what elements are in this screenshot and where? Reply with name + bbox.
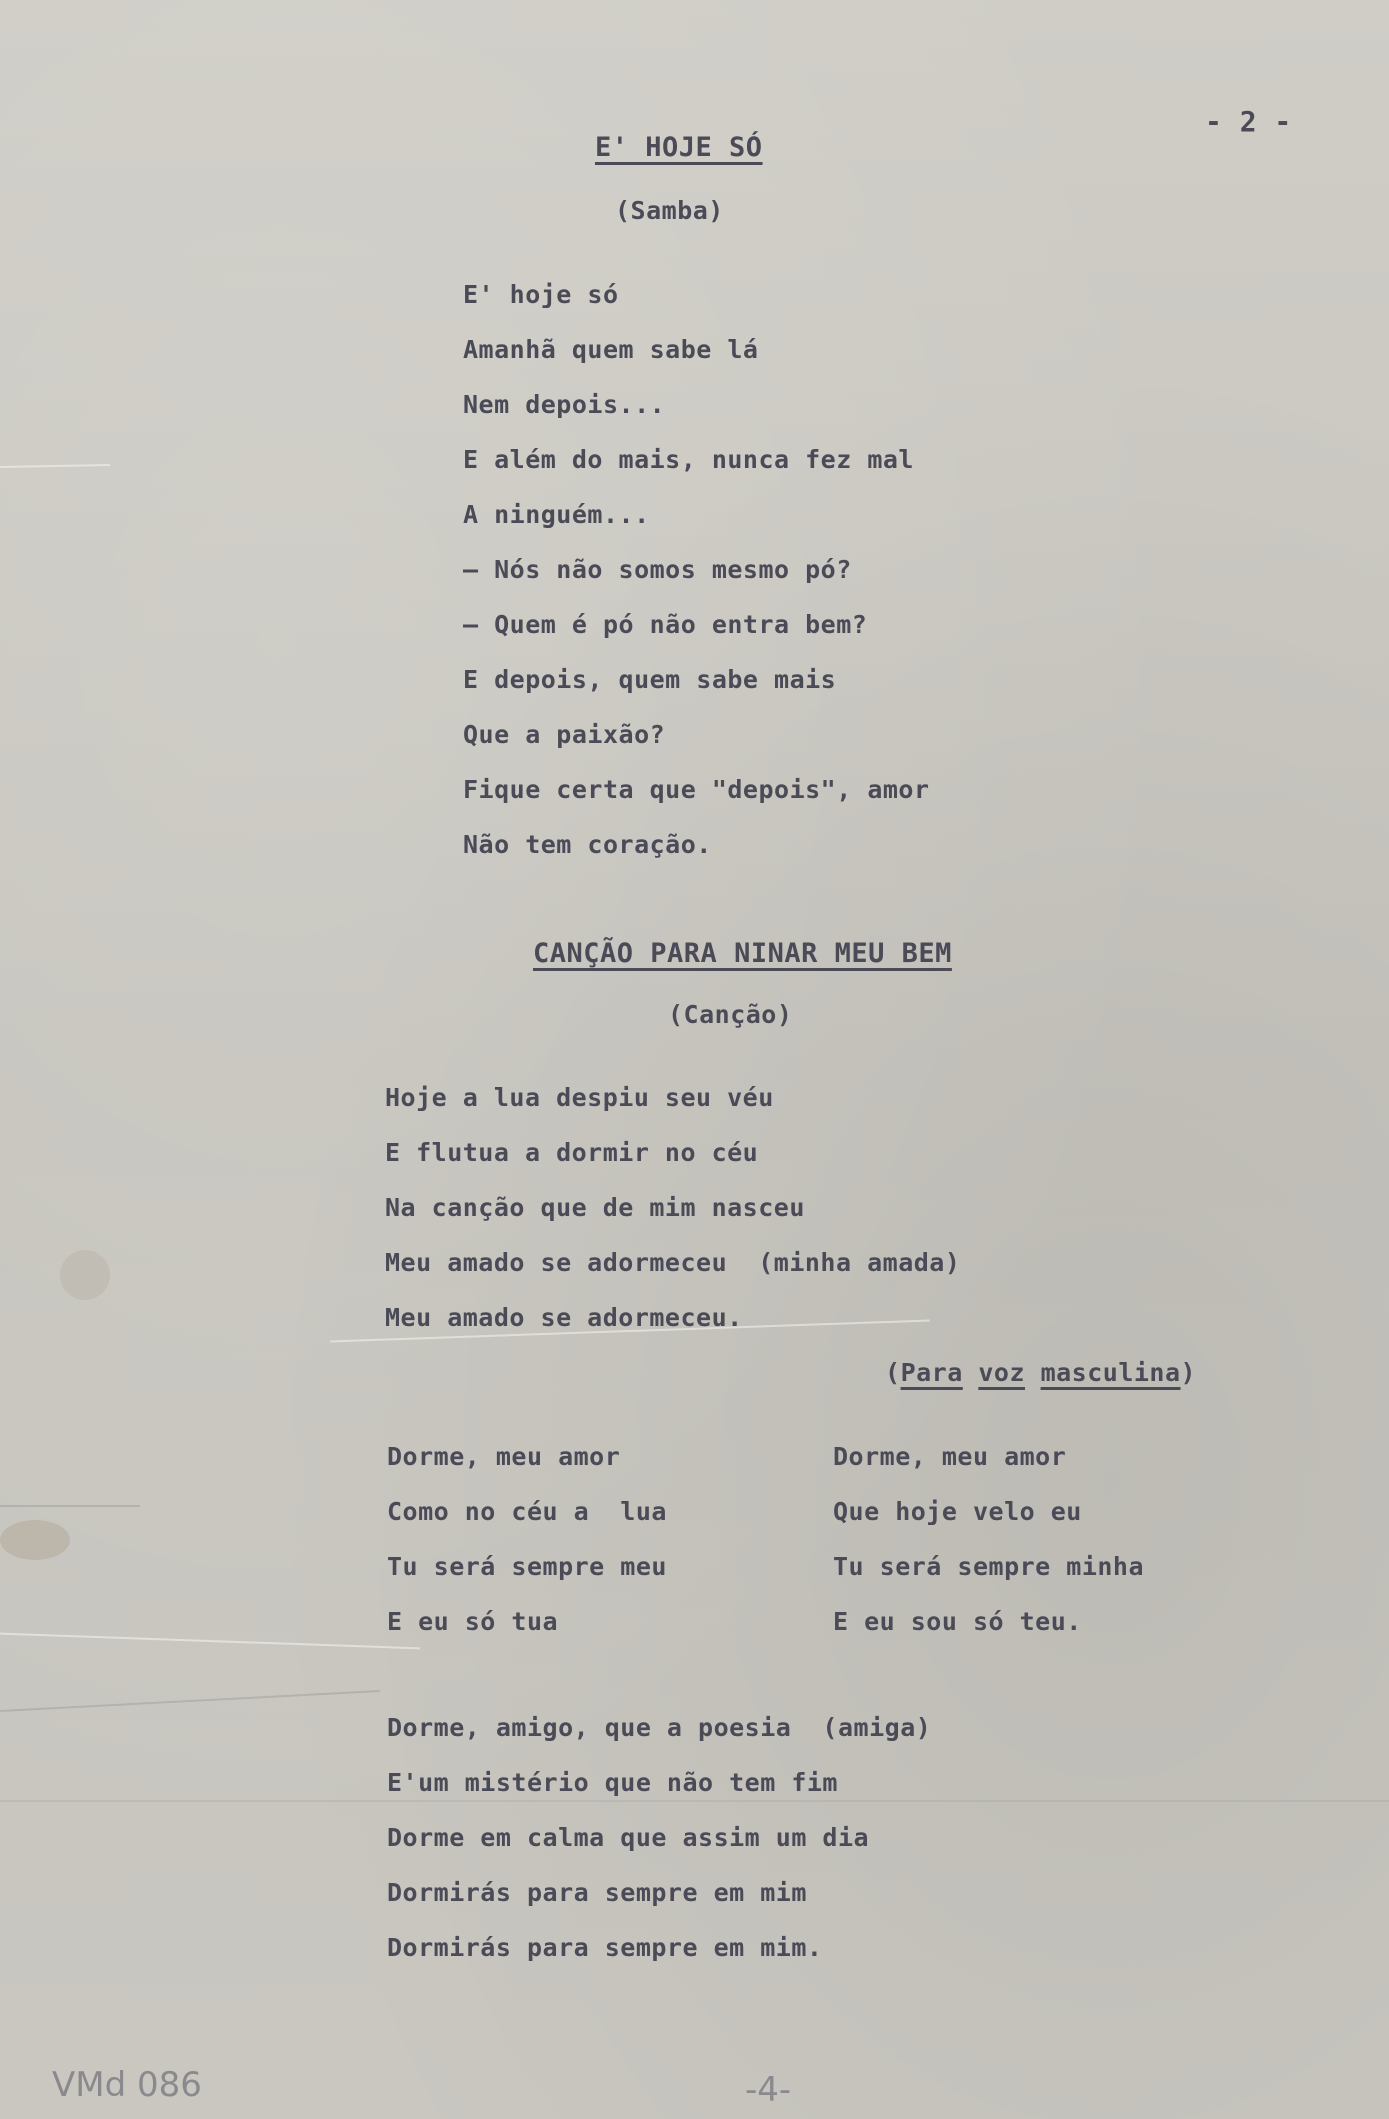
lyric-line: Dorme, amigo, que a poesia (amiga): [387, 1713, 932, 1742]
rust-stain: [0, 1520, 70, 1560]
lyric-line: E'um mistério que não tem fim: [387, 1768, 838, 1797]
page-mark-handwriting: -4-: [745, 2070, 792, 2110]
lyric-line: Na canção que de mim nasceu: [385, 1193, 805, 1222]
lyric-line: Dormirás para sempre em mim: [387, 1878, 807, 1907]
lyric-line: Dorme, meu amor: [387, 1442, 621, 1471]
lyric-line: Meu amado se adormeceu (minha amada): [385, 1248, 961, 1277]
paper-fold: [0, 1633, 420, 1650]
paper-fold: [0, 1800, 1389, 1802]
lyric-line: A ninguém...: [463, 500, 650, 529]
lyric-line: E eu sou só teu.: [833, 1607, 1082, 1636]
paper-fold: [0, 1690, 380, 1712]
lyric-line: Tu será sempre meu: [387, 1552, 667, 1581]
lyric-line: Que hoje velo eu: [833, 1497, 1082, 1526]
lyric-line: Dormirás para sempre em mim.: [387, 1933, 823, 1962]
lyric-line: — Quem é pó não entra bem?: [463, 610, 868, 639]
catalog-code-handwriting: VMd 086: [52, 2065, 202, 2105]
voice-note-close: ): [1180, 1358, 1197, 1387]
lyric-line: E' hoje só: [463, 280, 619, 309]
song-title: E' HOJE SÓ: [595, 132, 763, 163]
paper-fold: [0, 464, 110, 468]
lyric-line: Tu será sempre minha: [833, 1552, 1145, 1581]
song-genre: (Samba): [615, 196, 724, 225]
lyric-line: E eu só tua: [387, 1607, 559, 1636]
voice-note: [885, 1358, 1196, 1387]
lyric-line: Dorme, meu amor: [833, 1442, 1067, 1471]
song-genre: (Canção): [668, 1000, 793, 1029]
lyric-line: Como no céu a lua: [387, 1497, 667, 1526]
lyric-line: E depois, quem sabe mais: [463, 665, 837, 694]
lyric-line: Hoje a lua despiu seu véu: [385, 1083, 774, 1112]
lyric-line: Dorme em calma que assim um dia: [387, 1823, 870, 1852]
page-number: - 2 -: [1205, 105, 1292, 138]
lyric-line: Meu amado se adormeceu.: [385, 1303, 743, 1332]
voice-note-word: Para: [900, 1358, 963, 1387]
paper-fold: [0, 1505, 140, 1507]
lyric-line: Não tem coração.: [463, 830, 712, 859]
lyric-line: Nem depois...: [463, 390, 666, 419]
lyric-line: E além do mais, nunca fez mal: [463, 445, 914, 474]
lyric-line: Amanhã quem sabe lá: [463, 335, 759, 364]
voice-note-word: masculina: [1040, 1358, 1181, 1387]
voice-note-word: voz: [978, 1358, 1025, 1387]
lyric-line: Fique certa que "depois", amor: [463, 775, 930, 804]
song-title: CANÇÃO PARA NINAR MEU BEM: [533, 938, 952, 969]
voice-note-open: (: [885, 1358, 901, 1387]
lyric-line: — Nós não somos mesmo pó?: [463, 555, 852, 584]
lyric-line: E flutua a dormir no céu: [385, 1138, 759, 1167]
rust-stain: [60, 1250, 110, 1300]
lyric-line: Que a paixão?: [463, 720, 666, 749]
